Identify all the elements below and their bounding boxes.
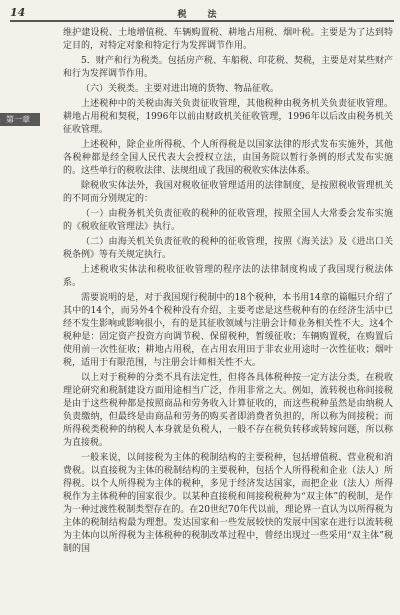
header-rule [10, 20, 394, 22]
paragraph: （六）关税类。主要对进出境的货物、物品征收。 [81, 84, 280, 94]
paragraph: 上述税种中的关税由海关负责征收管理，其他税种由税务机关负责征收管理。耕地占用税和契税，1996年以前由财政机关征收管理，1996年以后改由税务机关征收管理。 [63, 99, 393, 135]
paragraph: 上述税种，除企业所得税、个人所得税是以国家法律的形式发布实施外，其他各税种都是经全国人民代表大会授权立法，由国务院以暂行条例的形式发布实施的。这些单行的税收法律、法规组成了我国的税收实体法体系。 [63, 140, 393, 176]
running-title: 税 法 [177, 10, 223, 20]
paragraph: 除税收实体法外，我国对税收征收管理适用的法律制度，是按照税收管理机关的不同而分别规定的： [63, 181, 393, 204]
chapter-tab: 第一章 [0, 113, 40, 126]
paragraph: 5．财产和行为税类。包括房产税、车船税、印花税、契税，主要是对某些财产和行为发挥调节作用。 [63, 56, 393, 79]
paragraph: 上述税收实体法和税收征收管理的程序法的法律制度构成了我国现行税法体系。 [63, 265, 393, 288]
paragraph: 维护建设税、土地增值税、车辆购置税、耕地占用税、烟叶税。主要是为了达到特定目的，对特定对象和特定行为发挥调节作用。 [63, 28, 393, 51]
paragraph: （二）由海关机关负责征收的税种的征收管理，按照《海关法》及《进出口关税条例》等有关规定执行。 [63, 237, 393, 260]
page-body [63, 27, 393, 611]
paragraph: 以上对于税种的分类不具有法定性，但将各具体税种按一定方法分类，在税收理论研究和税制建设方面用途相当广泛，作用非常之大。例如，流转税也称间接税是由于这些税种都是按照商品和劳务收入计算征收的，而这些税种虽然是由纳税人负责缴纳，但最终是由商品和劳务的购买者即消费者负担的，所以称为间接税；而所得税类税种的纳税人本身就是负税人，一般不存在税负转移或转嫁问题，所以称为直接税。 [63, 373, 393, 448]
paragraph: （一）由税务机关负责征收的税种的征收管理，按照全国人大常委会发布实施的《税收征收管理法》执行。 [63, 209, 393, 232]
page-number: 14 [10, 6, 26, 19]
paragraph: 一般来说，以间接税为主体的税制结构的主要税种，包括增值税、营业税和消费税。以直接税为主体的税制结构的主要税种，包括个人所得税和企业（法人）所得税。以个人所得税为主体的税种，多见于经济发达国家，而把企业（法人）所得税作为主体税种的国家很少。以某种直接税和间接税税种为“双主体”的税制，是作为一种过渡性税制类型存在的。在20世纪70年代以前，理论界一直认为以所得税为主体的税制结构最为理想。发达国家和一些发展较快的发展中国家在进行以流转税为主体向以所得税为主体税种的税制改革过程中，曾经出现过一些采用“双主体”税制的国 [63, 453, 393, 554]
paragraph: 需要说明的是，对于我国现行税制中的18个税种，本书用14章的篇幅只介绍了其中的14个，而另外4个税种没有介绍，主要考虑是这些税种有的在经济生活中已经不发生影响或影响很小，有的是其征收领域与注册会计师业务相关性不大。这4个税种是：固定资产投资方向调节税、保留税种，暂缓征收；车辆购置税，在购置后使用前一次性征收；耕地占用税，在占用农用田于非农业用途时一次性征收；烟叶税，适用于有限范围，与注册会计师相关性不大。 [63, 293, 393, 368]
